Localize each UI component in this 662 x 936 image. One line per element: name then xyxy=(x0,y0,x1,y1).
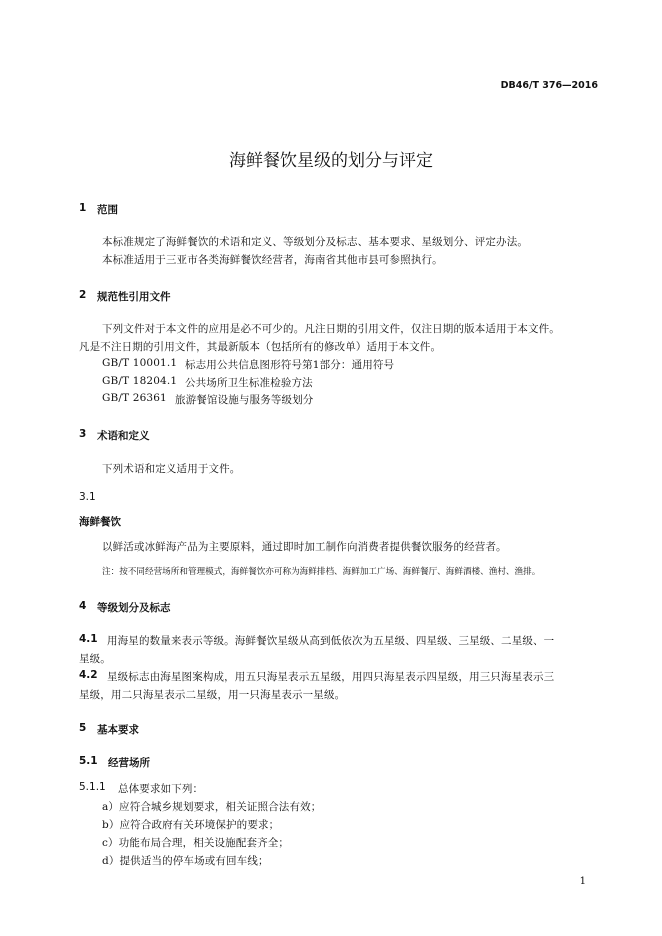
term-3-1-definition: 以鲜活或冰鲜海产品为主要原料，通过即时加工制作向消费者提供餐饮服务的经营者。 xyxy=(102,541,507,553)
section-2-para-1b: 凡是不注日期的引用文件，其最新版本（包括所有的修改单）适用于本文件。 xyxy=(79,341,442,353)
page-number: 1 xyxy=(579,876,586,887)
term-3-1-note: 注：按不同经营场所和管理模式，海鲜餐饮亦可称为海鲜排档、海鲜加工广场、海鲜餐厅、海鲜酒楼、渔村、渔排。 xyxy=(102,567,541,577)
standard-code: DB46/T 376—2016 xyxy=(500,80,598,91)
reference-code: GB/T 18204.1 xyxy=(102,375,178,387)
document-title: 海鲜餐饮星级的划分与评定 xyxy=(229,151,433,171)
clause-5-1-title: 经营场所 xyxy=(108,757,150,769)
section-4-number: 4 xyxy=(79,600,87,612)
list-item: c）功能布局合理，相关设施配套齐全； xyxy=(102,837,290,849)
reference-name: 公共场所卫生标准检验方法 xyxy=(185,377,313,389)
reference-code: GB/T 26361 xyxy=(102,392,167,404)
clause-5-1-number: 5.1 xyxy=(79,755,98,767)
list-item: d）提供适当的停车场或有回车线； xyxy=(102,855,269,867)
section-1-para-1: 本标准规定了海鲜餐饮的术语和定义、等级划分及标志、基本要求、星级划分、评定办法。 xyxy=(102,236,528,248)
section-3-title: 术语和定义 xyxy=(97,430,150,442)
clause-4-2-line-1: 星级标志由海星图案构成，用五只海星表示五星级，用四只海星表示四星级，用三只海星表示三 xyxy=(107,671,555,683)
section-2-para-1a: 下列文件对于本文件的应用是必不可少的。凡注日期的引用文件，仅注日期的版本适用于本文件。 xyxy=(102,323,560,335)
clause-4-1-line-2: 星级。 xyxy=(79,653,111,665)
clause-5-1-1-text: 总体要求如下列： xyxy=(118,783,204,795)
section-1-number: 1 xyxy=(79,202,87,214)
term-3-1-number: 3.1 xyxy=(79,491,96,503)
clause-4-2-number: 4.2 xyxy=(79,669,98,681)
section-4-title: 等级划分及标志 xyxy=(97,602,171,614)
section-5-title: 基本要求 xyxy=(97,724,139,736)
reference-name: 标志用公共信息图形符号第1部分：通用符号 xyxy=(185,359,395,371)
section-1-title: 范围 xyxy=(97,204,118,216)
reference-code: GB/T 10001.1 xyxy=(102,357,178,369)
section-3-number: 3 xyxy=(79,428,87,440)
clause-4-1-number: 4.1 xyxy=(79,633,98,645)
clause-4-2-line-2: 星级，用二只海星表示二星级，用一只海星表示一星级。 xyxy=(79,689,346,701)
clause-4-1-line-1: 用海星的数量来表示等级。海鲜餐饮星级从高到低依次为五星级、四星级、三星级、二星级、一 xyxy=(107,635,555,647)
term-3-1-name: 海鲜餐饮 xyxy=(79,516,121,528)
section-2-number: 2 xyxy=(79,289,87,301)
section-3-para-1: 下列术语和定义适用于文件。 xyxy=(102,463,241,475)
section-5-number: 5 xyxy=(79,722,87,734)
clause-5-1-1-number: 5.1.1 xyxy=(79,781,106,793)
list-item: a）应符合城乡规划要求，相关证照合法有效； xyxy=(102,801,322,813)
section-1-para-2: 本标准适用于三亚市各类海鲜餐饮经营者，海南省其他市县可参照执行。 xyxy=(102,254,443,266)
section-2-title: 规范性引用文件 xyxy=(97,291,171,303)
reference-name: 旅游餐馆设施与服务等级划分 xyxy=(175,394,314,406)
list-item: b）应符合政府有关环境保护的要求； xyxy=(102,819,280,831)
